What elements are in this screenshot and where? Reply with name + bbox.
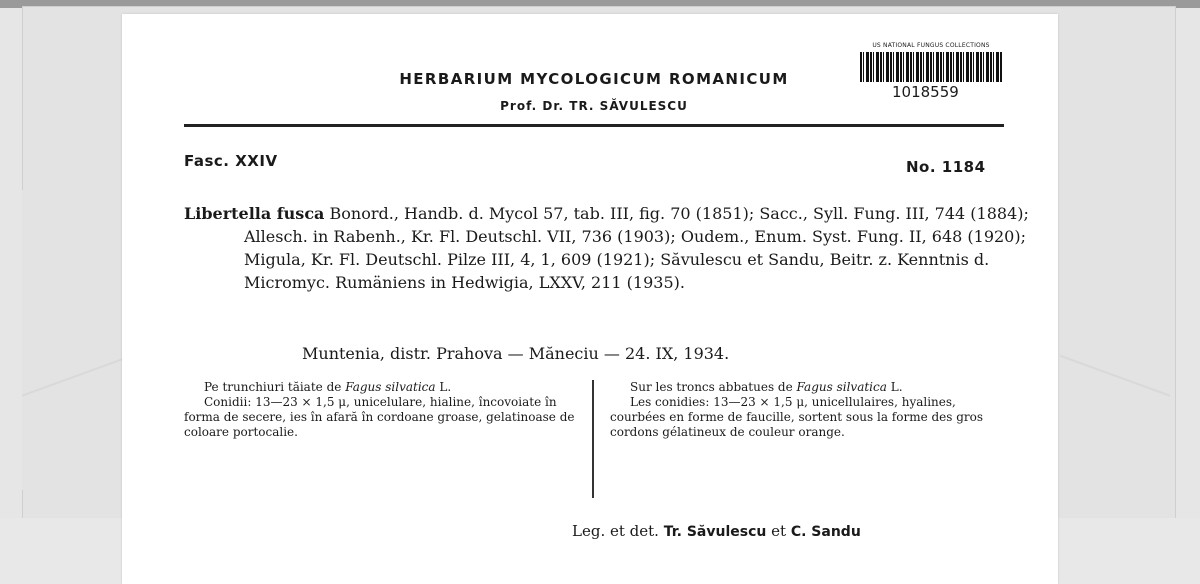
romanian-description: [184, 380, 584, 440]
romanian-habitat: [184, 380, 584, 395]
professor-line: Prof. Dr. TR. SĂVULESCU: [500, 99, 688, 113]
french-habitat: [610, 380, 1010, 395]
collector-name-2: C. Sandu: [790, 524, 861, 540]
collector-line: [572, 522, 861, 540]
envelope-flap-right: [1060, 190, 1170, 490]
herbarium-label: [122, 14, 1058, 584]
french-conidia: Les conidies: 13—23 × 1,5 μ, unicellulaires, hyalines, courbées en forme de faucille, sortent sous la forme des gros cordons gélatineux de couleur orange.: [610, 395, 984, 439]
romanian-habitat-suffix: L.: [439, 380, 452, 394]
barcode-icon: [860, 52, 1002, 82]
taxon-citation: [184, 202, 1074, 294]
herbarium-title: HERBARIUM MYCOLOGICUM ROMANICUM: [399, 70, 789, 88]
barcode-block: [860, 42, 1002, 101]
barcode-caption: US NATIONAL FUNGUS COLLECTIONS: [872, 42, 990, 49]
collector-name-1: Tr. Săvulescu: [663, 524, 767, 540]
french-description: [610, 380, 1010, 440]
collection-locality: Muntenia, distr. Prahova — Măneciu — 24. IX, 1934.: [302, 344, 730, 363]
romanian-host: Fagus silvatica: [345, 380, 436, 394]
header-rule: [184, 124, 1004, 127]
collector-conj: et: [771, 522, 787, 540]
specimen-number: No. 1184: [906, 158, 986, 176]
species-name: Libertella fusca: [184, 204, 325, 223]
column-divider: [592, 380, 594, 498]
collector-prefix: Leg. et det.: [572, 522, 659, 540]
envelope-flap-left: [22, 190, 132, 490]
french-habitat-prefix: Sur les troncs abbatues de: [630, 380, 793, 394]
french-host: Fagus silvatica: [796, 380, 887, 394]
barcode-number: 1018559: [892, 83, 959, 101]
citation-text: Bonord., Handb. d. Mycol 57, tab. III, fig. 70 (1851); Sacc., Syll. Fung. III, 744 (1884); Allesch. in Rabenh., Kr. Fl. Deutschl. VII, 736 (1903); Oudem., Enum. Syst. Fung. II, 648 (1920); Migula, Kr. Fl. Deutschl. Pilze III, 4, 1, 609 (1921); Săvulescu et Sandu, Beitr. z. Kenntnis d. Micromyc. Rumäniens in Hedwigia, LXXV, 211 (1935).: [244, 204, 1029, 292]
romanian-habitat-prefix: Pe trunchiuri tăiate de: [204, 380, 342, 394]
romanian-conidia: Conidii: 13—23 × 1,5 μ, unicelulare, hialine, încovoiate în forma de secere, ies în afară în cordoane groase, gelatinoase de coloare portocalie.: [184, 395, 575, 439]
french-habitat-suffix: L.: [890, 380, 903, 394]
fascicle-number: Fasc. XXIV: [184, 152, 278, 170]
